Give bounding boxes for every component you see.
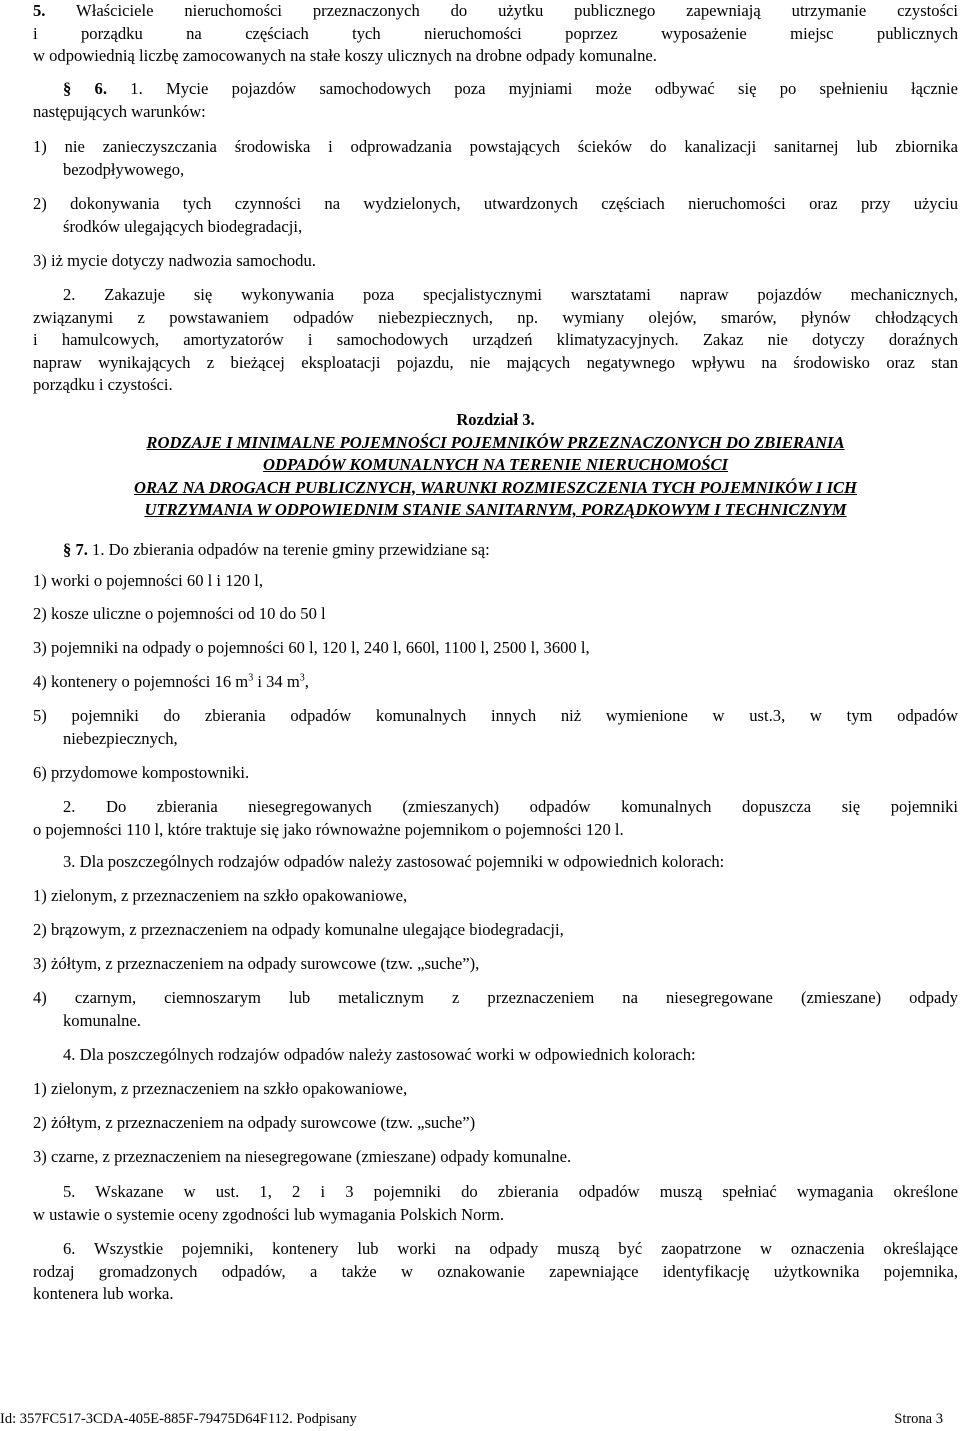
paragraph-7-3 — [33, 851, 958, 874]
text-line: 5. Wskazane w ust. 1, 2 i 3 pojemniki do zbierania odpadów muszą spełniać wymagania określone — [63, 1182, 958, 1201]
text-line: napraw wynikających z bieżącej eksploatacji pojazdu, nie mających negatywnego wpływu na środowisko oraz stan — [33, 352, 958, 372]
list-item — [33, 885, 958, 908]
chapter-heading — [33, 409, 958, 522]
text-line: 4) kontenery o pojemności 16 m — [33, 672, 249, 691]
list-item — [33, 1112, 958, 1135]
list-item — [33, 193, 958, 238]
text-line: niebezpiecznych, — [63, 728, 178, 748]
text-line: 2. Do zbierania niesegregowanych (zmieszanych) odpadów komunalnych dopuszcza się pojemniki — [63, 797, 958, 816]
text-line: komunalne. — [63, 1010, 141, 1030]
paragraph-7-4 — [33, 1044, 958, 1067]
text-line: 1. Do zbierania odpadów na terenie gminy przewidziane są: — [92, 540, 490, 559]
text-line: 1) worki o pojemności 60 l i 120 l, — [33, 571, 263, 590]
text-line: 1) nie zanieczyszczania środowiska i odprowadzania powstających ścieków do kanalizacji sanitarnej lub zbiornika — [33, 137, 958, 156]
paragraph-7-5 — [33, 1181, 958, 1226]
text-line: i 34 m — [253, 672, 300, 691]
text-line: 3) pojemniki na odpady o pojemności 60 l, 120 l, 240 l, 660l, 1100 l, 2500 l, 3600 l, — [33, 638, 590, 657]
list-item — [33, 1146, 958, 1169]
text-line: 2) żółtym, z przeznaczeniem na odpady surowcowe (tzw. „suche”) — [33, 1113, 476, 1132]
text-line: i porządku na częściach tych nieruchomości poprzez wyposażenie miejsc publicznych — [33, 23, 958, 43]
page-number: Strona 3 — [894, 1411, 943, 1427]
text-line: bezodpływowego, — [63, 159, 185, 179]
text-line: związanymi z powstawaniem odpadów niebezpiecznych, np. wymiany olejów, smarów, płynów chłodzących — [33, 307, 958, 327]
text-line: 1) zielonym, z przeznaczeniem na szkło opakowaniowe, — [33, 886, 408, 905]
paragraph-7-2 — [33, 796, 958, 841]
text-line: i hamulcowych, amortyzatorów i samochodowych urządzeń klimatyzacyjnych. Zakaz nie dotyczy doraźnych — [33, 330, 958, 349]
text-line: , — [304, 672, 309, 691]
text-line: 3) żółtym, z przeznaczeniem na odpady surowcowe (tzw. „suche”), — [33, 954, 480, 973]
list-item — [33, 603, 958, 626]
list-item — [33, 570, 958, 593]
document-id: Id: 357FC517-3CDA-405E-885F-79475D64F112. Podpisany — [0, 1411, 357, 1427]
list-item — [33, 136, 958, 181]
text-line: o pojemności 110 l, które traktuje się jako równoważne pojemnikom o pojemności 120 l. — [33, 819, 624, 839]
text-line: Właściciele nieruchomości przeznaczonych do użytku publicznego zapewniają utrzymanie czystości — [76, 1, 958, 20]
list-item — [33, 919, 958, 942]
text-line: 3) czarne, z przeznaczeniem na niesegregowane (zmieszane) odpady komunalne. — [33, 1147, 572, 1166]
section-7 — [33, 539, 958, 562]
text-line: 2. Zakazuje się wykonywania poza specjalistycznymi warsztatami napraw pojazdów mechanicznych, — [63, 285, 958, 304]
text-line: środków ulegających biodegradacji, — [63, 216, 303, 236]
text-line: Mycie pojazdów samochodowych poza myjniami może odbywać się po spełnieniu łącznie — [166, 79, 959, 98]
text-line: w ustawie o systemie oceny zgodności lub wymagania Polskich Norm. — [33, 1204, 504, 1224]
section-number: § 7. — [63, 540, 88, 559]
section-6 — [33, 78, 958, 123]
chapter-title-line: RODZAJE I MINIMALNE POJEMNOŚCI POJEMNIKÓW PRZEZNACZONYCH DO ZBIERANIA — [146, 432, 845, 452]
section-number: § 6. — [63, 79, 108, 98]
text-line: w odpowiednią liczbę zamocowanych na stałe koszy ulicznych na drobne odpady komunalne. — [33, 46, 657, 65]
chapter-title-line: UTRZYMANIA W ODPOWIEDNIM STANIE SANITARNYM, PORZĄDKOWYM I TECHNICZNYM — [144, 500, 847, 519]
superscript: 3 — [248, 672, 254, 684]
list-item — [33, 671, 958, 694]
list-item — [33, 953, 958, 976]
text-line: 4. Dla poszczególnych rodzajów odpadów należy zastosować worki w odpowiednich kolorach: — [63, 1045, 696, 1064]
list-item — [33, 637, 958, 660]
text-line: 4) czarnym, ciemnoszarym lub metalicznym z przeznaczeniem na niesegregowane (zmieszane) odpady — [33, 988, 958, 1007]
paragraph-5 — [33, 0, 958, 68]
paragraph-6-2 — [33, 284, 958, 397]
text-line: następujących warunków: — [33, 101, 206, 121]
list-item — [33, 1078, 958, 1101]
text-line: 2) dokonywania tych czynności na wydzielonych, utwardzonych częściach nieruchomości oraz przy użyciu — [33, 194, 958, 213]
text-line: 6) przydomowe kompostowniki. — [33, 763, 250, 782]
chapter-title-line: ODPADÓW KOMUNALNYCH NA TERENIE NIERUCHOMOŚCI — [262, 455, 729, 474]
list-item — [33, 987, 958, 1032]
point-number: 1. — [130, 79, 143, 98]
list-item — [33, 250, 958, 273]
superscript: 3 — [299, 672, 305, 684]
text-line: rodzaj gromadzonych odpadów, a także w oznakowanie zapewniające identyfikację użytkownika pojemnika, — [33, 1261, 958, 1281]
chapter-label: Rozdział 3. — [456, 410, 535, 429]
section-number: 5. — [33, 1, 46, 20]
text-line: 6. Wszystkie pojemniki, kontenery lub worki na odpady muszą być zaopatrzone w oznaczenia określające — [63, 1239, 958, 1258]
text-line: 1) zielonym, z przeznaczeniem na szkło opakowaniowe, — [33, 1079, 408, 1098]
text-line: 2) brązowym, z przeznaczeniem na odpady komunalne ulegające biodegradacji, — [33, 920, 564, 939]
list-item — [33, 705, 958, 750]
list-item — [33, 762, 958, 785]
chapter-title-line: ORAZ NA DROGACH PUBLICZNYCH, WARUNKI ROZMIESZCZENIA TYCH POJEMNIKÓW I ICH — [134, 477, 857, 497]
text-line: kontenera lub worka. — [33, 1284, 174, 1303]
text-line: 2) kosze uliczne o pojemności od 10 do 50 l — [33, 604, 326, 623]
text-line: porządku i czystości. — [33, 375, 173, 394]
text-line: 3. Dla poszczególnych rodzajów odpadów należy zastosować pojemniki w odpowiednich kolorach: — [63, 852, 725, 871]
text-line: 5) pojemniki do zbierania odpadów komunalnych innych niż wymienione w ust.3, w tym odpadów — [33, 706, 958, 725]
paragraph-7-6 — [33, 1238, 958, 1306]
text-line: 3) iż mycie dotyczy nadwozia samochodu. — [33, 251, 316, 270]
